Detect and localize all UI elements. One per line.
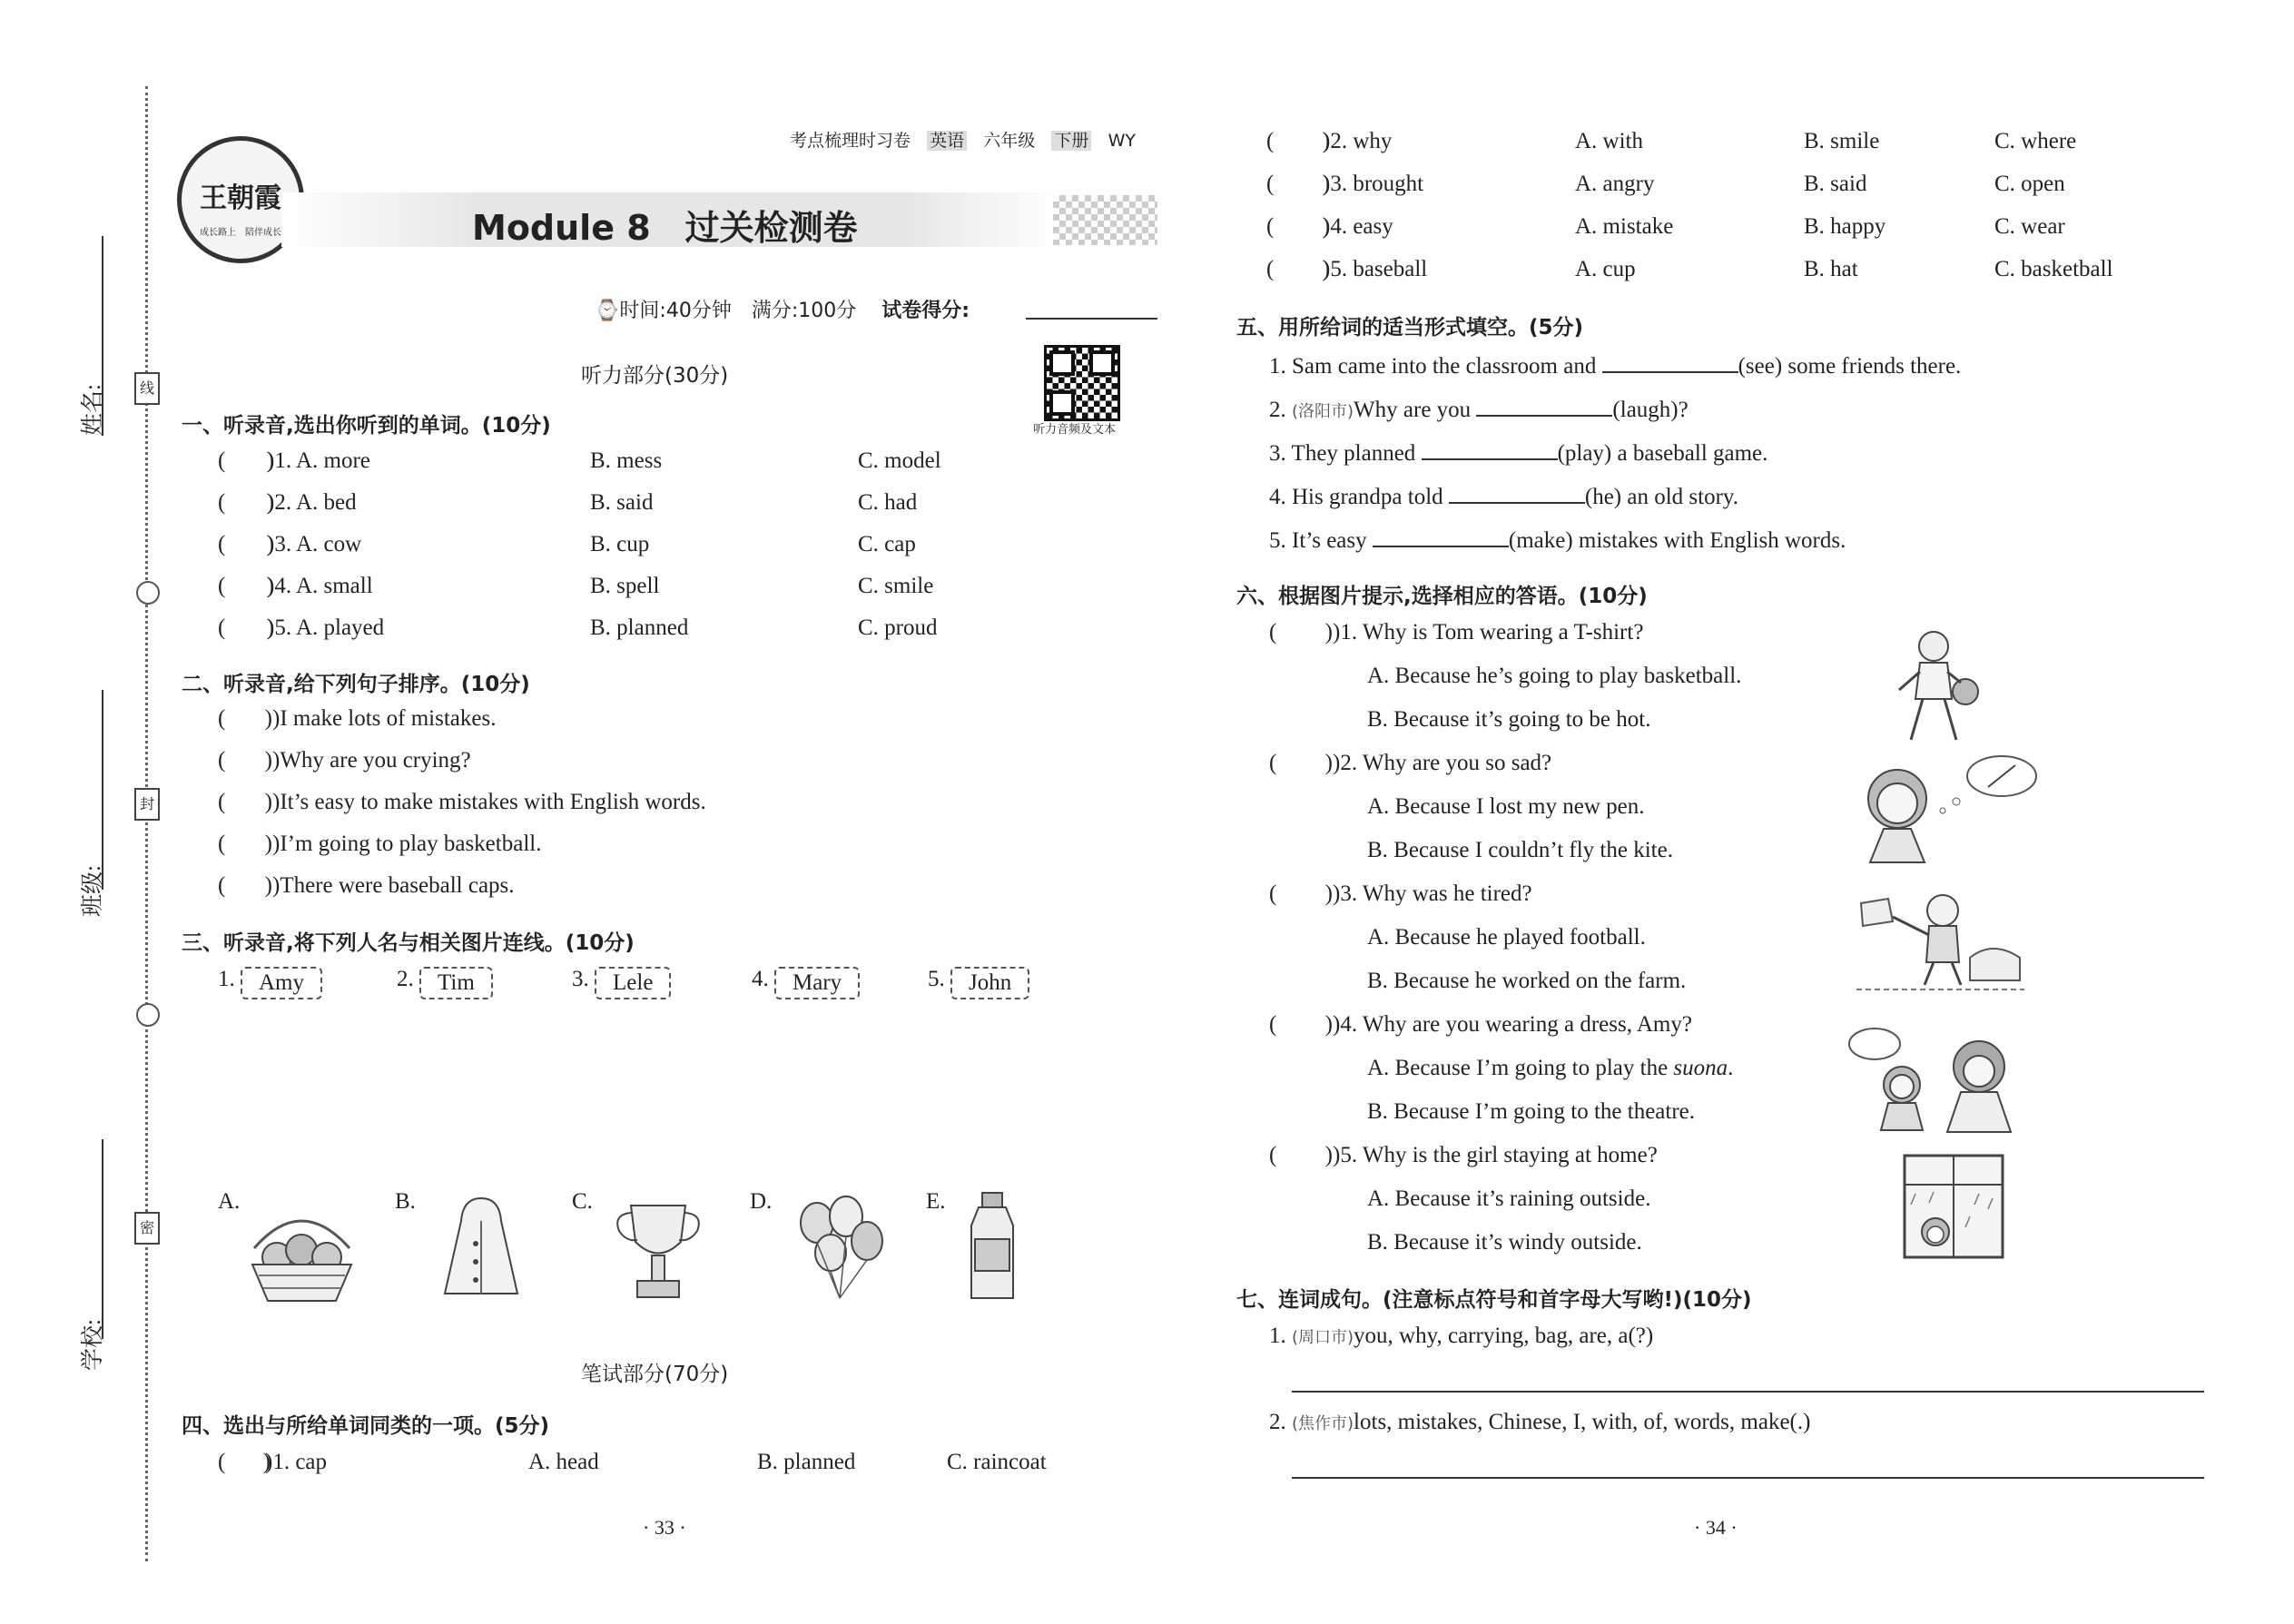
answer-blank[interactable] bbox=[218, 1450, 271, 1475]
section4-row[interactable] bbox=[1266, 257, 2265, 300]
clock-icon: ⌚ bbox=[595, 300, 620, 322]
section2-row[interactable] bbox=[218, 873, 706, 915]
qr-code-icon bbox=[1044, 345, 1120, 421]
section6-list bbox=[1269, 620, 1741, 1274]
answer-option-a: A. Because he’s going to play basketball. bbox=[1367, 664, 1742, 688]
answer-blank[interactable] bbox=[1266, 214, 1330, 240]
header-subject: 英语 bbox=[927, 131, 967, 151]
section1-list bbox=[218, 448, 941, 657]
option-c: C. smile bbox=[858, 574, 934, 598]
question-row[interactable]: ( ))1. Why is Tom wearing a T-shirt? bbox=[1269, 620, 1741, 664]
class-line bbox=[102, 690, 103, 890]
option-c: C. model bbox=[858, 448, 941, 473]
answer-blank[interactable] bbox=[1269, 1143, 1333, 1168]
section4-row[interactable] bbox=[1266, 214, 2265, 257]
option-c: C. proud bbox=[858, 615, 938, 640]
section1-row[interactable] bbox=[218, 490, 918, 532]
answer-option-a: A. Because I’m going to play the suona. bbox=[1367, 1056, 1734, 1080]
section1-row[interactable] bbox=[218, 448, 941, 490]
fill-blank[interactable] bbox=[1602, 351, 1738, 373]
section6-item bbox=[1269, 620, 1741, 751]
answer-blank[interactable] bbox=[1269, 881, 1333, 907]
answer-line-1[interactable] bbox=[1292, 1391, 2204, 1393]
section7-row-2: 2. (焦作市)lots, mistakes, Chinese, I, with, of, words, make(.) bbox=[1269, 1410, 1811, 1434]
option-a: A. with bbox=[1575, 129, 1643, 153]
logo-tagline: 成长路上 陪伴成长 bbox=[200, 228, 281, 238]
seal-mark-xian: 线 bbox=[134, 372, 160, 405]
question-row[interactable]: ( ))3. Why was he tired? bbox=[1269, 881, 1741, 925]
fill-blank[interactable] bbox=[1373, 526, 1509, 547]
answer-blank[interactable] bbox=[218, 790, 272, 815]
section2-title: 二、听录音,给下列句子排序。(10分) bbox=[182, 673, 530, 696]
option-c: C. had bbox=[858, 490, 918, 515]
given-word: )5. baseball bbox=[1323, 257, 1428, 281]
section5-row[interactable]: 2. (洛阳市)Why are you (laugh)? bbox=[1269, 395, 1961, 438]
binding-hole-icon bbox=[136, 1003, 160, 1027]
option-b: B. cup bbox=[590, 532, 650, 556]
answer-blank[interactable] bbox=[218, 532, 274, 557]
section1-row[interactable] bbox=[218, 615, 938, 657]
answer-blank[interactable] bbox=[218, 832, 272, 857]
seal-mark-mi: 密 bbox=[134, 1212, 160, 1245]
option-c: C. raincoat bbox=[947, 1450, 1047, 1474]
exam-meta bbox=[595, 295, 970, 323]
page-title: Module 8 过关检测卷 bbox=[472, 208, 858, 248]
section2-row[interactable] bbox=[218, 706, 706, 748]
header-grade: 六年级 bbox=[983, 131, 1036, 151]
name-label: 姓名: bbox=[81, 384, 105, 436]
section5-list bbox=[1269, 351, 1961, 569]
sentence: )I make lots of mistakes. bbox=[272, 706, 497, 731]
option-c: C. where bbox=[1994, 129, 2077, 153]
answer-option-b: B. Because he worked on the farm. bbox=[1367, 969, 1687, 993]
answer-option-a: A. Because I lost my new pen. bbox=[1367, 794, 1645, 819]
option-a: A. angry bbox=[1575, 172, 1655, 196]
section6-item bbox=[1269, 1143, 1741, 1274]
balloons-icon[interactable] bbox=[790, 1191, 890, 1304]
pic-label-a: A. bbox=[218, 1189, 241, 1214]
girls-dress-illustration bbox=[1834, 1021, 2029, 1135]
section6-item bbox=[1269, 881, 1741, 1012]
score-field[interactable] bbox=[1026, 318, 1157, 320]
section4-title: 四、选出与所给单词同类的一项。(5分) bbox=[182, 1414, 550, 1438]
checker-decoration bbox=[1053, 195, 1157, 245]
section2-list bbox=[218, 706, 706, 915]
answer-blank[interactable] bbox=[218, 615, 274, 641]
raincoat-icon[interactable] bbox=[436, 1194, 527, 1307]
section5-row[interactable]: 1. Sam came into the classroom and (see) some friends there. bbox=[1269, 351, 1961, 395]
section5-row[interactable]: 5. It’s easy (make) mistakes with English words. bbox=[1269, 526, 1961, 569]
answer-option-a: A. Because he played football. bbox=[1367, 925, 1646, 950]
header-volume: 下册 bbox=[1051, 131, 1091, 151]
binding-dotted-line bbox=[145, 86, 148, 1561]
exam-time-score: 时间:40分钟 满分:100分 bbox=[619, 300, 857, 322]
rainy-window-illustration bbox=[1897, 1148, 2011, 1266]
question-row[interactable]: ( ))4. Why are you wearing a dress, Amy? bbox=[1269, 1012, 1741, 1056]
name-option-5[interactable]: 5. John bbox=[928, 967, 1029, 999]
logo-text: 王朝霞 bbox=[200, 182, 281, 214]
section4-row[interactable] bbox=[1266, 172, 2265, 214]
answer-blank[interactable] bbox=[218, 574, 274, 599]
answer-line-2[interactable] bbox=[1292, 1477, 2204, 1479]
option-b: B. hat bbox=[1804, 257, 1858, 281]
writing-section-title: 笔试部分(70分) bbox=[581, 1363, 729, 1386]
given-word: )1. cap bbox=[265, 1450, 328, 1474]
section4-continued bbox=[1266, 129, 2265, 300]
option-b: B. smile bbox=[1804, 129, 1880, 153]
binding-hole-icon bbox=[136, 581, 160, 605]
header-edition: WY bbox=[1108, 131, 1136, 151]
pic-label-d: D. bbox=[750, 1189, 773, 1214]
name-option-3[interactable]: 3. Lele bbox=[572, 967, 671, 999]
section4-row[interactable] bbox=[218, 1450, 1126, 1486]
bottle-icon[interactable] bbox=[960, 1189, 1024, 1307]
school-label: 学校: bbox=[81, 1319, 105, 1371]
given-word: )4. easy bbox=[1323, 214, 1393, 239]
answer-option-b: B. Because it’s windy outside. bbox=[1367, 1230, 1642, 1255]
answer-blank[interactable] bbox=[218, 448, 274, 474]
fruit-basket-icon[interactable] bbox=[245, 1194, 359, 1307]
option-a: )4. A. small bbox=[267, 574, 373, 598]
section7-row-1: 1. (周口市)you, why, carrying, bag, are, a(?) bbox=[1269, 1324, 1654, 1348]
answer-blank[interactable] bbox=[218, 490, 274, 516]
qr-caption: 听力音频及文本 bbox=[1033, 423, 1117, 437]
option-b: B. spell bbox=[590, 574, 660, 598]
fill-blank[interactable] bbox=[1422, 438, 1558, 460]
answer-option-b: B. Because it’s going to be hot. bbox=[1367, 707, 1651, 732]
option-b: B. happy bbox=[1804, 214, 1886, 239]
tired-boy-illustration bbox=[1852, 885, 2029, 994]
section3-title: 三、听录音,将下列人名与相关图片连线。(10分) bbox=[182, 931, 635, 955]
section5-row[interactable]: 4. His grandpa told (he) an old story. bbox=[1269, 482, 1961, 526]
seal-mark-feng: 封 bbox=[134, 788, 160, 821]
option-c: C. basketball bbox=[1994, 257, 2113, 281]
header-series-line bbox=[790, 127, 1136, 152]
question-row[interactable]: ( ))5. Why is the girl staying at home? bbox=[1269, 1143, 1741, 1186]
option-a: )1. A. more bbox=[267, 448, 370, 473]
answer-blank[interactable] bbox=[1269, 1012, 1333, 1038]
fill-blank[interactable] bbox=[1449, 482, 1585, 504]
option-a: )2. A. bed bbox=[267, 490, 357, 515]
answer-option-b: B. Because I couldn’t fly the kite. bbox=[1367, 838, 1673, 862]
sentence: )There were baseball caps. bbox=[272, 873, 515, 898]
answer-blank[interactable] bbox=[1266, 129, 1330, 154]
trophy-icon[interactable] bbox=[608, 1196, 708, 1305]
school-line bbox=[102, 1139, 103, 1339]
header-series: 考点梳理时习卷 bbox=[790, 131, 911, 151]
section1-title: 一、听录音,选出你听到的单词。(10分) bbox=[182, 414, 551, 438]
name-option-1[interactable]: 1. Amy bbox=[218, 967, 322, 999]
section2-row[interactable] bbox=[218, 832, 706, 873]
option-b: B. said bbox=[590, 490, 654, 515]
section7-title: 七、连词成句。(注意标点符号和首字母大写哟!)(10分) bbox=[1236, 1288, 1752, 1312]
given-word: )3. brought bbox=[1323, 172, 1424, 196]
answer-blank[interactable] bbox=[1266, 172, 1330, 197]
sentence: )Why are you crying? bbox=[272, 748, 471, 773]
option-b: B. planned bbox=[757, 1450, 856, 1474]
question-row[interactable]: ( ))2. Why are you so sad? bbox=[1269, 751, 1741, 794]
section5-row[interactable]: 3. They planned (play) a baseball game. bbox=[1269, 438, 1961, 482]
boy-basketball-illustration bbox=[1888, 626, 1988, 749]
sentence: )I’m going to play basketball. bbox=[272, 832, 542, 856]
section4-row[interactable] bbox=[1266, 129, 2265, 172]
answer-blank[interactable] bbox=[218, 873, 272, 899]
option-b: B. said bbox=[1804, 172, 1867, 196]
page-number-right: · 34 · bbox=[1694, 1516, 1738, 1539]
section1-row[interactable] bbox=[218, 574, 934, 615]
answer-option-a: A. Because it’s raining outside. bbox=[1367, 1186, 1651, 1211]
sad-girl-illustration bbox=[1852, 749, 2038, 867]
score-label: 试卷得分: bbox=[881, 300, 970, 322]
answer-option-b: B. Because I’m going to the theatre. bbox=[1367, 1099, 1695, 1124]
answer-blank[interactable] bbox=[1269, 620, 1333, 645]
answer-blank[interactable] bbox=[218, 706, 272, 732]
option-b: B. planned bbox=[590, 615, 689, 640]
fill-blank[interactable] bbox=[1476, 395, 1612, 417]
answer-blank[interactable] bbox=[1269, 751, 1333, 776]
name-option-2[interactable]: 2. Tim bbox=[397, 967, 493, 999]
pic-label-e: E. bbox=[926, 1189, 946, 1214]
option-a: A. mistake bbox=[1575, 214, 1674, 239]
sentence: )It’s easy to make mistakes with English words. bbox=[272, 790, 706, 814]
given-word: )2. why bbox=[1323, 129, 1393, 153]
section6-item bbox=[1269, 751, 1741, 881]
answer-blank[interactable] bbox=[1266, 257, 1330, 282]
section2-row[interactable] bbox=[218, 790, 706, 832]
section6-item bbox=[1269, 1012, 1741, 1143]
page-number-left: · 33 · bbox=[643, 1516, 686, 1539]
name-option-4[interactable]: 4. Mary bbox=[752, 967, 860, 999]
pic-label-b: B. bbox=[395, 1189, 416, 1214]
answer-blank[interactable] bbox=[218, 748, 272, 773]
option-a: )5. A. played bbox=[267, 615, 385, 640]
listening-section-title: 听力部分(30分) bbox=[581, 364, 729, 388]
pic-label-c: C. bbox=[572, 1189, 593, 1214]
option-a: A. head bbox=[528, 1450, 599, 1474]
section2-row[interactable] bbox=[218, 748, 706, 790]
option-c: C. open bbox=[1994, 172, 2065, 196]
option-b: B. mess bbox=[590, 448, 663, 473]
option-a: A. cup bbox=[1575, 257, 1636, 281]
option-a: )3. A. cow bbox=[267, 532, 362, 556]
option-c: C. wear bbox=[1994, 214, 2065, 239]
option-c: C. cap bbox=[858, 532, 916, 556]
class-label: 班级: bbox=[81, 865, 105, 917]
section6-title: 六、根据图片提示,选择相应的答语。(10分) bbox=[1236, 585, 1648, 608]
section1-row[interactable] bbox=[218, 532, 916, 574]
section5-title: 五、用所给词的适当形式填空。(5分) bbox=[1236, 316, 1584, 340]
